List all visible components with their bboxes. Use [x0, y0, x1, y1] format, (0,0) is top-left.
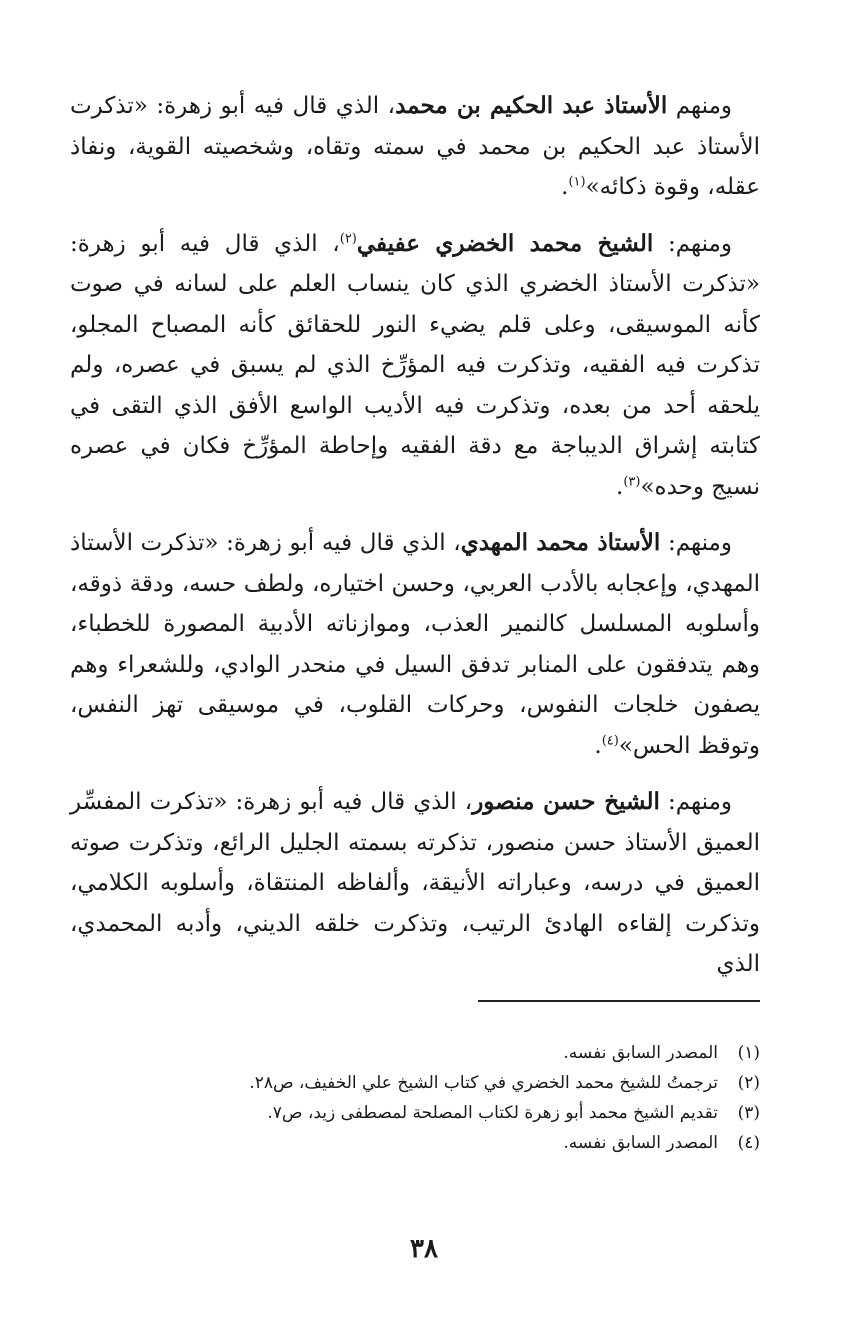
paragraph-3-name: الأستاذ محمد المهدي	[460, 529, 661, 556]
paragraph-2-end: .	[616, 473, 624, 500]
footnote-2	[80, 1068, 760, 1098]
paragraph-3-lead: ومنهم:	[660, 530, 732, 556]
paragraph-4	[70, 782, 760, 985]
footnote-ref-2[interactable]: (٢)	[339, 230, 357, 246]
paragraph-1-text: ، الذي قال فيه أبو زهرة: «تذكرت الأستاذ عبد الحكيم بن محمد في سمته وتقاه، وشخصيته القوية، ونفاذ عقله، وقوة ذكائه»	[70, 93, 760, 200]
paragraph-1-lead: ومنهم	[667, 93, 733, 119]
footnote-ref-1[interactable]: (١)	[568, 174, 586, 190]
paragraph-4-lead: ومنهم:	[659, 789, 732, 815]
footnote-1	[80, 1038, 760, 1068]
paragraph-1-name: الأستاذ عبد الحكيم بن محمد	[395, 92, 668, 119]
page-body	[70, 86, 760, 1001]
paragraph-2	[70, 224, 760, 508]
footnote-number: (٣)	[737, 1103, 760, 1123]
paragraph-3-end: .	[594, 732, 602, 759]
footnote-text: المصدر السابق نفسه.	[563, 1043, 718, 1063]
footnote-text: المصدر السابق نفسه.	[563, 1133, 718, 1153]
paragraph-3-text: ، الذي قال فيه أبو زهرة: «تذكرت الأستاذ المهدي، وإعجابه بالأدب العربي، وحسن اختياره، ولطف حسه، ودقة ذوقه، وأسلوبه المسلسل كالنمير العذب، وموازناته الأدبية المصورة للخطباء، وهم يتدفقون على المنابر تدفق السيل في منحدر الوادي، وللشعراء وهم يصفون خلجات النفوس، وحركات القلوب، في موسيقى تهز النفس، وتوقظ الحس»	[70, 530, 760, 759]
footnote-3	[80, 1098, 760, 1128]
page-number: ٣٨	[410, 1234, 438, 1264]
footnote-text: ترجمتُ للشيخ محمد الخضري في كتاب الشيخ علي الخفيف، ص٢٨.	[249, 1073, 718, 1093]
paragraph-1-end: .	[561, 174, 569, 200]
paragraph-2-name: الشيخ محمد الخضري عفيفي	[356, 229, 654, 257]
footnote-number: (٤)	[737, 1133, 760, 1153]
paragraph-4-text: ، الذي قال فيه أبو زهرة: «تذكرت المفسِّر العميق الأستاذ حسن منصور، تذكرته بسمته الجليل الرائع، وتذكرت صوته العميق في درسه، وعباراته الأنيقة، وألفاظه المنتقاة، وأسلوبه الكلامي، وتذكرت إلقاءه الهادئ الرتيب، وتذكرت خلقه الديني، وأدبه المحمدي، الذي	[70, 789, 760, 977]
footnote-number: (٢)	[737, 1073, 760, 1093]
paragraph-2-lead: ومنهم:	[653, 230, 732, 257]
paragraph-2-text: ، الذي قال فيه أبو زهرة: «تذكرت الأستاذ الخضري الذي كان ينساب العلم على لسانه في صوت كأنه الموسيقى، وعلى قلم يضيء النور للحقائق كأنه المصباح المجلو، تذكرت فيه الفقيه، وتذكرت فيه المؤرِّخ الذي لم يسبق في عصره، ولم يلحقه أحد من بعده، وتذكرت فيه الأديب الواسع الأفق الذي التقى في كتابته إشراق الديباجة مع دقة الفقيه وإحاطة المؤرِّخ فكان في عصره نسيج وحده»	[70, 230, 760, 500]
footnote-number: (١)	[737, 1043, 760, 1063]
footnotes	[80, 1038, 760, 1158]
footnote-text: تقديم الشيخ محمد أبو زهرة لكتاب المصلحة لمصطفى زيد، ص٧.	[267, 1103, 718, 1123]
footnote-ref-3[interactable]: (٣)	[623, 473, 641, 489]
paragraph-4-name: الشيخ حسن منصور	[472, 788, 660, 815]
footnote-ref-4[interactable]: (٤)	[601, 732, 619, 748]
paragraph-3	[70, 523, 760, 766]
paragraph-1	[70, 86, 760, 208]
footnote-4	[80, 1128, 760, 1158]
footnote-separator	[478, 1000, 760, 1002]
